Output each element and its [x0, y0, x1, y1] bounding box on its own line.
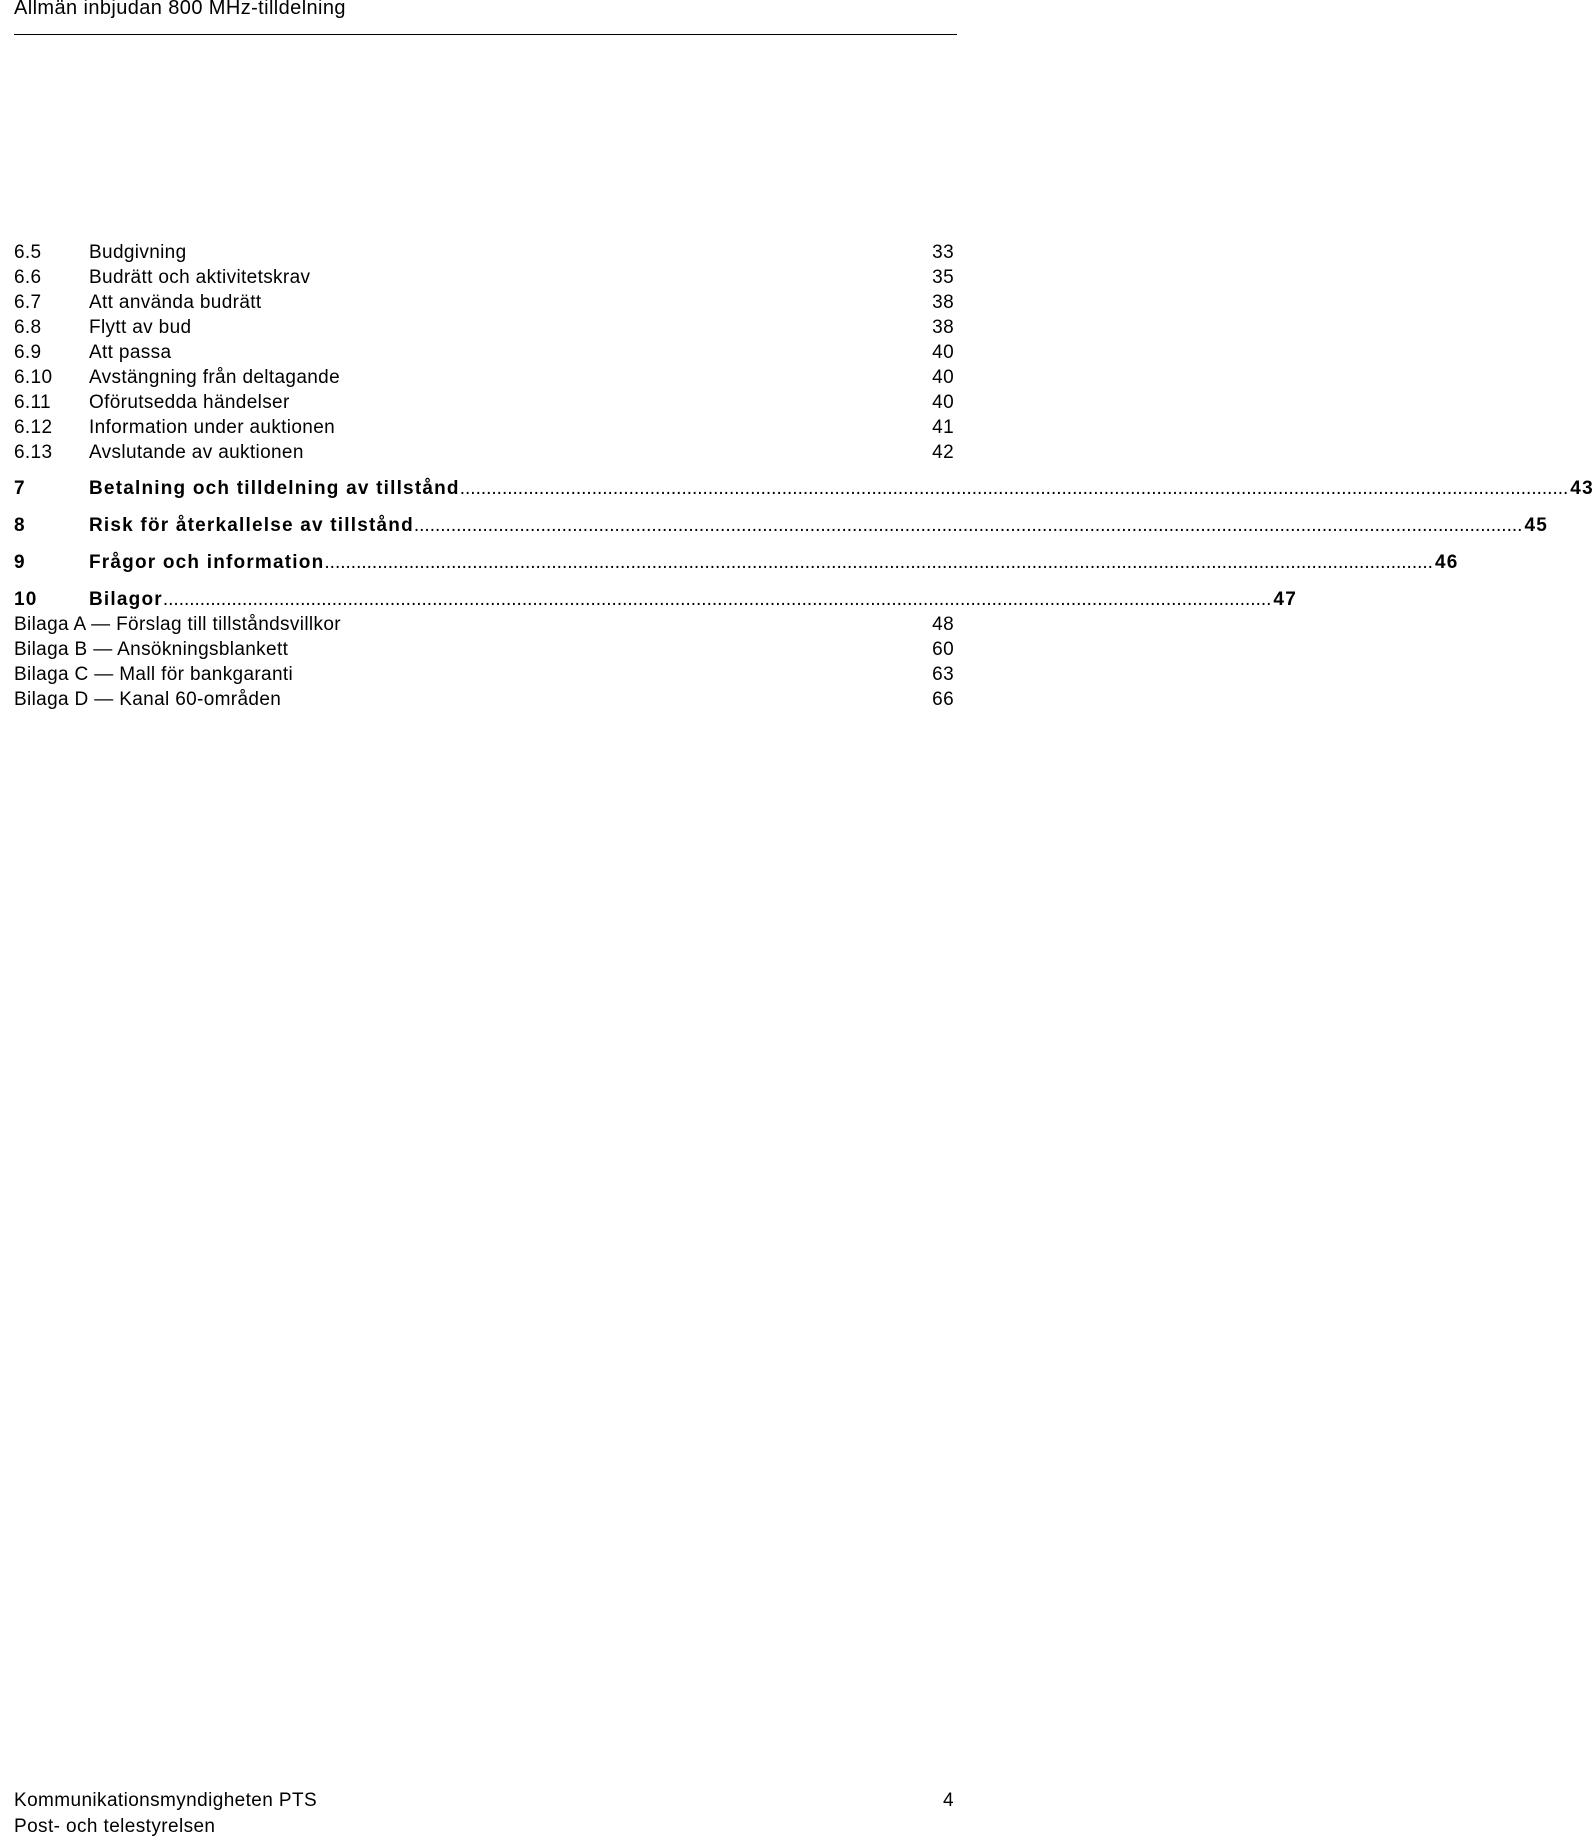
page-footer	[14, 1788, 954, 1840]
toc-entry-label: Information under auktionen	[89, 417, 336, 438]
toc-entry-number: 6.13	[14, 442, 53, 463]
toc-entry-page: 41	[932, 417, 954, 438]
toc-entry-label: Budrätt och aktivitetskrav	[89, 267, 311, 288]
toc-chapter-label: Betalning och tilldelning av tillstånd	[89, 478, 460, 499]
table-of-contents	[14, 240, 1594, 712]
toc-leader-dots: ..................................................................................................................................................................................................................	[459, 478, 1569, 499]
toc-appendix-label: Bilaga C — Mall för bankgaranti	[14, 664, 294, 685]
toc-entry[interactable]	[14, 390, 954, 415]
toc-entry[interactable]	[14, 365, 954, 390]
toc-leader-dots: ..................................................................................................................................................................................................................	[324, 552, 1433, 573]
toc-entry-page: 38	[932, 317, 954, 338]
toc-leader-dots: ..................................................................................................................................................................................................................	[162, 589, 1272, 610]
toc-entry-number: 6.12	[14, 417, 53, 438]
toc-entry-label: Budgivning	[89, 242, 187, 263]
page-header	[14, 0, 957, 35]
toc-entry-number: 6.6	[14, 267, 42, 288]
toc-chapter-entry[interactable]	[14, 476, 1594, 501]
toc-chapter-number: 10	[14, 589, 38, 610]
toc-appendix-entry[interactable]	[14, 662, 954, 687]
toc-entry-label: Att använda budrätt	[89, 292, 262, 313]
toc-appendix-entry[interactable]	[14, 637, 954, 662]
toc-entry-page: 40	[932, 392, 954, 413]
toc-entry-page: 33	[932, 242, 954, 263]
footer-page-number: 4	[943, 1790, 954, 1811]
toc-chapter-entry[interactable]	[14, 513, 1548, 538]
toc-appendix-label: Bilaga D — Kanal 60-områden	[14, 689, 282, 710]
toc-chapter-entry[interactable]	[14, 550, 1459, 575]
toc-appendix-entry[interactable]	[14, 612, 954, 637]
toc-appendix-label: Bilaga A — Förslag till tillståndsvillkor	[14, 614, 341, 635]
footer-organization-sub: Post- och telestyrelsen	[14, 1816, 216, 1837]
toc-appendix-page: 66	[932, 689, 954, 710]
toc-entry-label: Oförutsedda händelser	[89, 392, 290, 413]
toc-entry-label: Att passa	[89, 342, 172, 363]
toc-entry[interactable]	[14, 240, 954, 265]
toc-entry-page: 35	[932, 267, 954, 288]
toc-chapter-entry[interactable]	[14, 587, 1297, 612]
toc-chapter-label: Frågor och information	[89, 552, 325, 573]
toc-appendix-page: 63	[932, 664, 954, 685]
toc-chapter-page: 46	[1434, 552, 1459, 573]
toc-entry-number: 6.8	[14, 317, 42, 338]
toc-chapter-page: 47	[1273, 589, 1297, 610]
toc-entry-page: 40	[932, 342, 954, 363]
toc-chapter-number: 8	[14, 515, 26, 536]
toc-appendix-entry[interactable]	[14, 687, 954, 712]
toc-entry-label: Avstängning från deltagande	[89, 367, 341, 388]
toc-chapter-number: 7	[14, 478, 26, 499]
toc-entry-number: 6.5	[14, 242, 42, 263]
toc-chapter-label: Bilagor	[89, 589, 163, 610]
toc-entry[interactable]	[14, 290, 954, 315]
footer-organization: Kommunikationsmyndigheten PTS	[14, 1790, 318, 1811]
toc-entry-page: 40	[932, 367, 954, 388]
toc-appendix-label: Bilaga B — Ansökningsblankett	[14, 639, 289, 660]
toc-entry-label: Avslutande av auktionen	[89, 442, 304, 463]
toc-appendix-page: 60	[932, 639, 954, 660]
toc-entry-number: 6.11	[14, 392, 51, 413]
toc-chapter-number: 9	[14, 552, 26, 573]
toc-entry-label: Flytt av bud	[89, 317, 192, 338]
toc-entry-number: 6.10	[14, 367, 53, 388]
toc-entry-number: 6.7	[14, 292, 42, 313]
toc-entry-page: 38	[932, 292, 954, 313]
toc-entry-number: 6.9	[14, 342, 42, 363]
toc-chapter-page: 45	[1524, 515, 1548, 536]
toc-entry-page: 42	[932, 442, 954, 463]
toc-leader-dots: ..................................................................................................................................................................................................................	[413, 515, 1523, 536]
toc-entry[interactable]	[14, 340, 954, 365]
toc-chapter-label: Risk för återkallelse av tillstånd	[89, 515, 414, 536]
document-title: Allmän inbjudan 800 MHz-tilldelning	[14, 0, 346, 19]
toc-entry[interactable]	[14, 265, 954, 290]
toc-entry[interactable]	[14, 315, 954, 340]
toc-appendix-page: 48	[932, 614, 954, 635]
toc-chapter-page: 43	[1570, 478, 1594, 499]
toc-entry[interactable]	[14, 440, 954, 465]
toc-entry[interactable]	[14, 415, 954, 440]
